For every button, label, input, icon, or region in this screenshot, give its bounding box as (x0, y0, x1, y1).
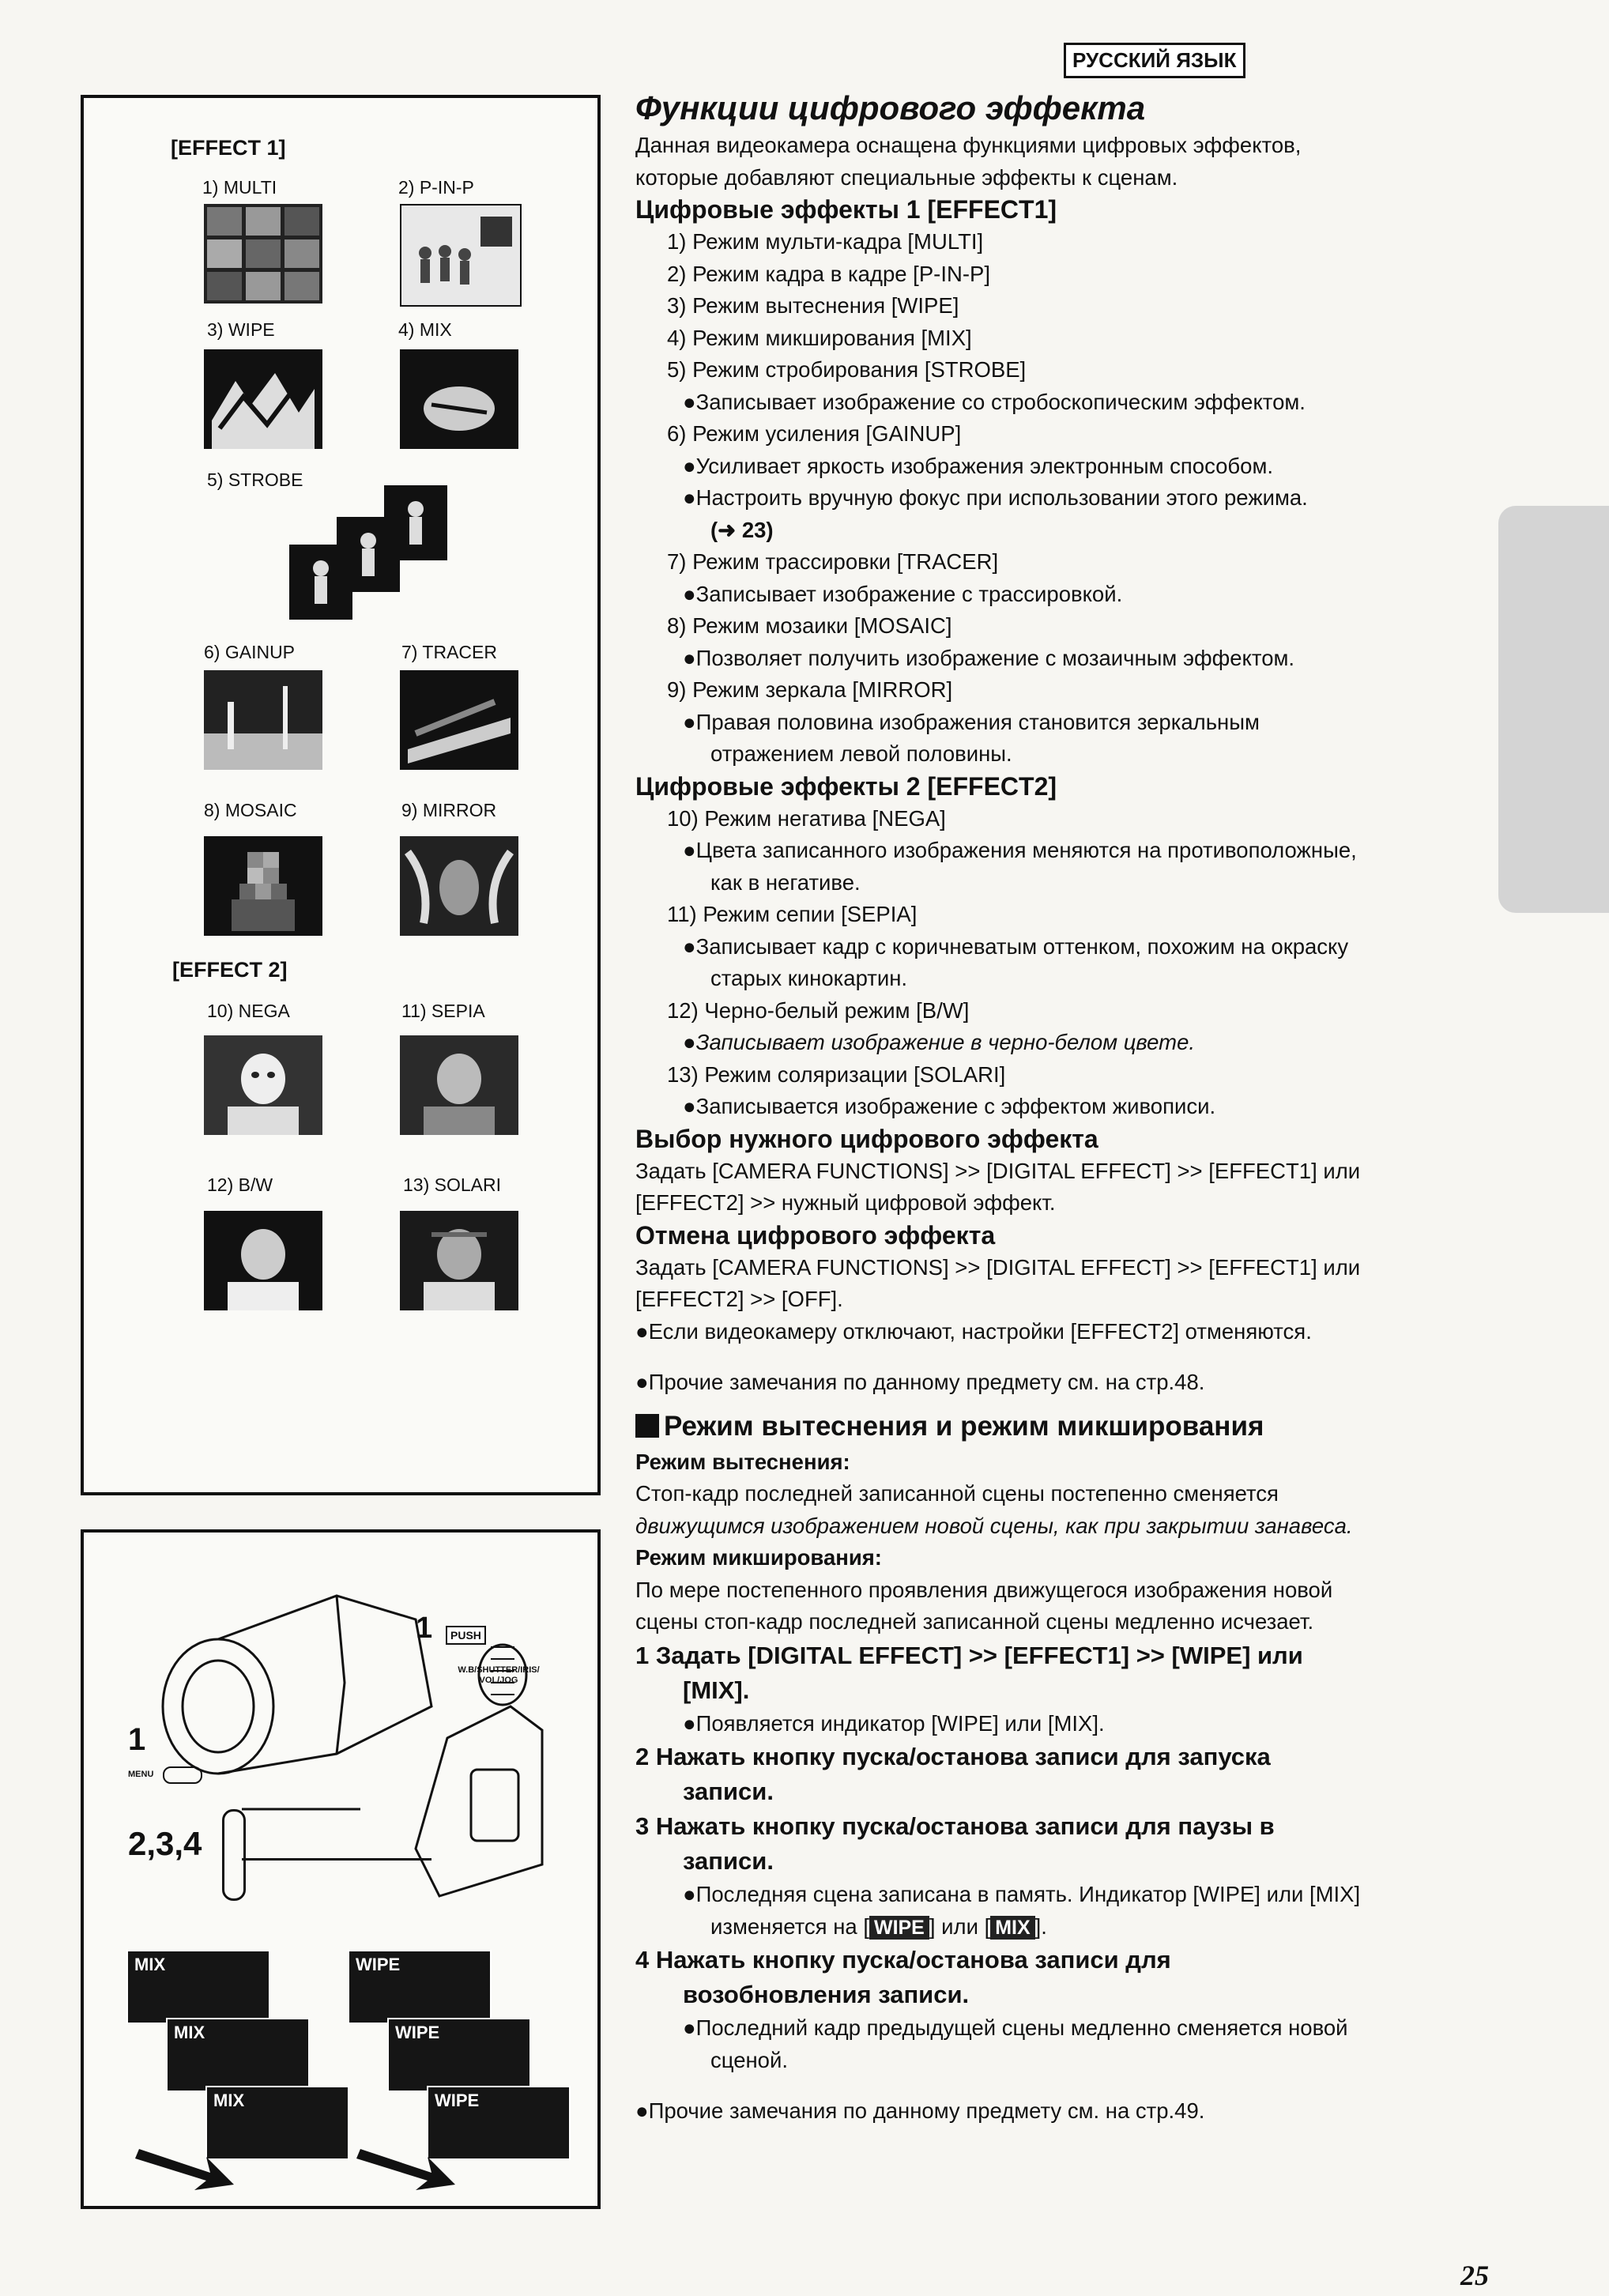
section-heading: Режим вытеснения и режим микширования (635, 1407, 1489, 1446)
effect-note: ●Усиливает яркость изображения электронным способом. (683, 453, 1274, 478)
thumb-mix (400, 349, 518, 449)
effect-item: 2) Режим кадра в кадре [P-IN-P] (667, 261, 990, 286)
effect-note: ●Записывает изображение со стробоскопическим эффектом. (683, 389, 1306, 414)
effect-item: 6) Режим усиления [GAINUP] (667, 421, 962, 446)
step-note: ●Последняя сцена записана в память. Индикатор [WIPE] или [MIX] (683, 1882, 1361, 1906)
thumb-label-mosaic: 8) MOSAIC (204, 800, 297, 820)
effect-note: как в негативе. (710, 869, 861, 895)
thumb-label-mix: 4) MIX (398, 319, 452, 340)
effect-note: ●Записывается изображение с эффектом живописи. (683, 1094, 1216, 1118)
effect-item: 7) Режим трассировки [TRACER] (667, 549, 999, 574)
push-button-label: PUSH (446, 1626, 486, 1645)
page-title: Функции цифрового эффекта (635, 89, 1146, 126)
thumb-label-gainup: 6) GAINUP (204, 642, 296, 662)
side-tab-marker (1498, 506, 1609, 913)
mix-frame-2: MIX (166, 2018, 310, 2092)
effect-note: ●Правая половина изображения становится зеркальным (683, 709, 1260, 734)
dial-caption: W.B/SHUTTER/IRIS/ VOL/JOG (458, 1665, 540, 1685)
effect-note: ●Записывает изображение в черно-белом цвете. (683, 1030, 1196, 1054)
effect1-title: [EFFECT 1] (171, 136, 286, 160)
effects-thumbnail-panel (81, 95, 601, 1495)
cancel-effect-heading: Отмена цифрового эффекта (635, 1220, 996, 1250)
effect-note: ●Настроить вручную фокус при использовании этого режима. (683, 485, 1308, 510)
step-4: 4 Нажать кнопку пуска/останова записи для (635, 1946, 1171, 1974)
effect-note: старых кинокартин. (710, 966, 908, 990)
thumb-label-mirror: 9) MIRROR (401, 800, 497, 820)
wipe-indicator-badge: WIPE (869, 1916, 929, 1940)
step-2-cont: записи. (683, 1778, 774, 1805)
wipe-frame-2: WIPE (387, 2018, 531, 2092)
thumb-sepia (400, 1035, 518, 1135)
thumb-multi (204, 204, 322, 303)
thumb-bw (204, 1211, 322, 1310)
thumb-mosaic (204, 836, 322, 936)
callout-1-left: 1 (128, 1722, 146, 1757)
cancel-instruction: Задать [CAMERA FUNCTIONS] >> [DIGITAL EFFECT] >> [EFFECT1] или (635, 1254, 1361, 1280)
thumb-pinp (400, 204, 522, 307)
effect-item: 11) Режим сепии [SEPIA] (667, 902, 918, 926)
thumb-nega (204, 1035, 322, 1135)
thumb-label-sepia: 11) SEPIA (401, 1001, 485, 1021)
wipe-description: движущимся изображением новой сцены, как при закрытии занавеса. (635, 1513, 1353, 1538)
step-2: 2 Нажать кнопку пуска/останова записи для запуска (635, 1743, 1271, 1770)
camera-illustration-panel (81, 1529, 601, 2209)
effect-item: 3) Режим вытеснения [WIPE] (667, 293, 959, 318)
thumb-label-solari: 13) SOLARI (403, 1174, 501, 1195)
step-3-cont: записи. (683, 1847, 774, 1875)
effect1-heading: Цифровые эффекты 1 [EFFECT1] (635, 195, 1057, 224)
step-note: изменяется на [ WIPE ] или [ MIX ]. (710, 1913, 1047, 1939)
step-1-cont: [MIX]. (683, 1676, 750, 1704)
wipe-frame-1: WIPE (348, 1950, 492, 2024)
intro-line: Данная видеокамера оснащена функциями цифровых эффектов, (635, 133, 1302, 157)
cancel-note: ●Если видеокамеру отключают, настройки [EFFECT2] отменяются. (635, 1318, 1312, 1344)
thumb-gainup (204, 670, 322, 770)
mix-mode-label: Режим микширования: (635, 1545, 882, 1570)
page-number: 25 (1460, 2260, 1489, 2291)
menu-label: MENU (128, 1770, 154, 1779)
effect-item: 10) Режим негатива [NEGA] (667, 805, 946, 831)
thumb-label-tracer: 7) TRACER (401, 642, 497, 662)
step-4-cont: возобновления записи. (683, 1981, 970, 2008)
page-reference: (➜ 23) (710, 517, 774, 542)
callout-line (242, 1858, 431, 1861)
effect-item: 13) Режим соляризации [SOLARI] (667, 1061, 1006, 1087)
step-1: 1 Задать [DIGITAL EFFECT] >> [EFFECT1] >> [WIPE] или (635, 1641, 1303, 1669)
mix-description: сцены стоп-кадр последней записанной сцены медленно исчезает. (635, 1609, 1314, 1634)
thumb-strobe-3 (384, 485, 447, 560)
effect-note: ●Позволяет получить изображение с мозаичным эффектом. (683, 645, 1295, 670)
effect-item: 1) Режим мульти-кадра [MULTI] (667, 229, 984, 254)
wipe-description: Стоп-кадр последней записанной сцены постепенно сменяется (635, 1481, 1279, 1506)
thumb-mirror (400, 836, 518, 936)
thumb-solari (400, 1211, 518, 1310)
language-tag: РУССКИЙ ЯЗЫК (1064, 43, 1245, 78)
thumb-label-bw: 12) B/W (207, 1174, 273, 1195)
step-note: ●Появляется индикатор [WIPE] или [MIX]. (683, 1710, 1105, 1736)
thumb-tracer (400, 670, 518, 770)
effect-item: 4) Режим микширования [MIX] (667, 325, 972, 350)
step-note: сценой. (710, 2047, 788, 2072)
main-text-column (635, 87, 1489, 2128)
other-notes: ●Прочие замечания по данному предмету см. на стр.48. (635, 1370, 1205, 1394)
other-notes: ●Прочие замечания по данному предмету см. на стр.49. (635, 2098, 1205, 2123)
effect-note: отражением левой половины. (710, 741, 1012, 766)
mix-indicator-badge: MIX (990, 1916, 1034, 1940)
select-instruction: Задать [CAMERA FUNCTIONS] >> [DIGITAL EFFECT] >> [EFFECT1] или (635, 1158, 1361, 1183)
effect-item: 8) Режим мозаики [MOSAIC] (667, 613, 952, 638)
callout-1-top: 1 (416, 1612, 433, 1645)
effect-note: ●Цвета записанного изображения меняются на противоположные, (683, 838, 1357, 862)
thumb-wipe (204, 349, 322, 449)
thumb-label-wipe: 3) WIPE (207, 319, 275, 340)
effect2-title: [EFFECT 2] (172, 958, 288, 982)
arrow-down-right-icon (352, 2141, 463, 2196)
step-note: ●Последний кадр предыдущей сцены медленно сменяется новой (683, 2015, 1348, 2040)
section-marker-icon (635, 1414, 659, 1438)
wipe-mode-label: Режим вытеснения: (635, 1449, 850, 1474)
callout-234: 2,3,4 (128, 1825, 202, 1862)
wipe-frame-3: WIPE (427, 2086, 571, 2160)
mix-description: По мере постепенного проявления движущегося изображения новой (635, 1577, 1333, 1602)
cancel-instruction: [EFFECT2] >> [OFF]. (635, 1287, 843, 1311)
record-button-icon (222, 1809, 246, 1901)
thumb-label-nega: 10) NEGA (207, 1001, 290, 1021)
intro-line: которые добавляют специальные эффекты к сценам. (635, 164, 1178, 190)
thumb-label-strobe: 5) STROBE (207, 469, 303, 490)
select-instruction: [EFFECT2] >> нужный цифровой эффект. (635, 1190, 1056, 1215)
effect-item: 12) Черно-белый режим [B/W] (667, 997, 970, 1023)
thumb-label-multi: 1) MULTI (202, 177, 277, 198)
mix-frame-1: MIX (126, 1950, 270, 2024)
effect-item: 9) Режим зеркала [MIRROR] (667, 677, 953, 702)
mix-frame-3: MIX (205, 2086, 349, 2160)
step-3: 3 Нажать кнопку пуска/останова записи для паузы в (635, 1812, 1275, 1840)
menu-button-icon (163, 1766, 202, 1784)
select-effect-heading: Выбор нужного цифрового эффекта (635, 1124, 1098, 1153)
arrow-down-right-icon (131, 2141, 242, 2196)
effect2-heading: Цифровые эффекты 2 [EFFECT2] (635, 771, 1057, 801)
camcorder-illustration (100, 1548, 582, 1928)
effect-note: ●Записывает изображение с трассировкой. (683, 581, 1123, 606)
effect-note: ●Записывает кадр с коричневатым оттенком, похожим на окраску (683, 933, 1349, 959)
effect-item: 5) Режим стробирования [STROBE] (667, 357, 1027, 382)
thumb-label-pinp: 2) P-IN-P (398, 177, 474, 198)
